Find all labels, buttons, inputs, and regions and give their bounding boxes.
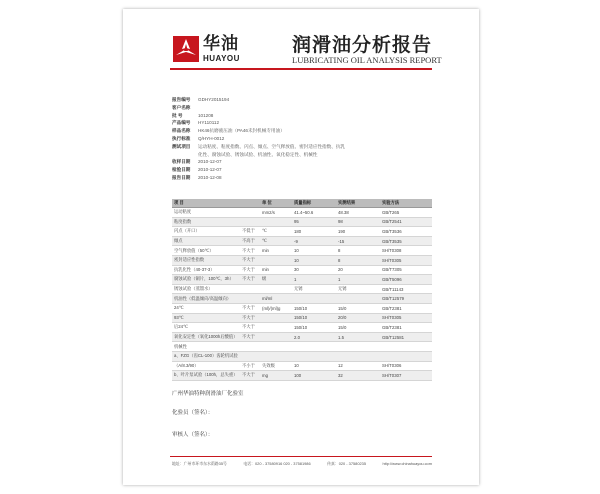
table-cell: [292, 342, 336, 352]
table-cell: 95: [292, 217, 336, 227]
table-row: [172, 294, 432, 304]
table-row: [172, 303, 432, 313]
table-cell: 不小于: [240, 361, 260, 371]
table-cell: 1.5: [336, 332, 380, 342]
table-cell: [240, 284, 260, 294]
table-cell: [260, 217, 292, 227]
table-row: [172, 275, 432, 285]
reviewer-signature-label: 审核人（签名）：: [172, 432, 214, 438]
brand: [203, 36, 240, 63]
table-cell: 32: [336, 371, 380, 381]
table-cell: 10: [292, 246, 336, 256]
table-cell: GB/T2381: [380, 303, 432, 313]
table-cell: ℃: [260, 236, 292, 246]
report-title-en: LUBRICATING OIL ANALYSIS REPORT: [292, 55, 442, 65]
table-cell: [260, 342, 292, 352]
table-cell: 闪点（开口）: [172, 227, 240, 237]
meta-row: [172, 135, 432, 143]
meta-label: 样品名称: [172, 128, 191, 134]
footer-divider: [170, 456, 432, 457]
table-cell: ml/ml: [260, 294, 292, 304]
table-cell: 无锈: [336, 284, 380, 294]
table-cell: SH/T0305: [380, 255, 432, 265]
table-body: [172, 208, 432, 381]
meta-row: [172, 174, 432, 182]
table-cell: GB/T265: [380, 208, 432, 218]
meta-row: [172, 96, 432, 104]
table-row: [172, 351, 432, 361]
table-cell: 失效级: [260, 361, 292, 371]
report-meta: [172, 96, 432, 182]
column-header: 实测结果: [336, 199, 380, 208]
table-cell: [336, 351, 380, 361]
table-cell: 级: [260, 275, 292, 285]
meta-value: HY110112: [198, 120, 220, 126]
table-cell: 10: [292, 361, 336, 371]
table-cell: GB/T11143: [380, 284, 432, 294]
table-cell: 氧化安定性（氧化1000h后酸值）: [172, 332, 240, 342]
meta-label: 测试项目: [172, 143, 191, 149]
footer-tel: 电话：020 - 37580916 020 - 37581986: [243, 461, 311, 466]
brand-name-en: HUAYOU: [203, 54, 240, 63]
table-row: [172, 217, 432, 227]
table-cell: 不大于: [240, 255, 260, 265]
column-header: 质量指标: [292, 199, 336, 208]
table-cell: 运动粘度: [172, 208, 240, 218]
table-cell: [240, 217, 260, 227]
table-cell: -9: [292, 236, 336, 246]
table-cell: 腐蚀试验（铜片，100℃，3h）: [172, 275, 240, 285]
header-divider: [170, 68, 432, 70]
table-cell: [380, 342, 432, 352]
table-cell: 10: [292, 255, 336, 265]
meta-row: [172, 104, 432, 112]
table-cell: 98: [336, 217, 380, 227]
table-cell: 空气释放值（50℃）: [172, 246, 240, 256]
meta-row: [172, 119, 432, 127]
footer-fax: 传真：020 - 37580235: [327, 461, 366, 466]
table-cell: 180: [292, 227, 336, 237]
table-cell: 锈蚀试验（蒸馏水）: [172, 284, 240, 294]
table-cell: 不大于: [240, 303, 260, 313]
table-cell: 不大于: [240, 246, 260, 256]
table-row: [172, 265, 432, 275]
column-header: 单 位: [260, 199, 292, 208]
table-cell: [336, 294, 380, 304]
lab-name: 广州华油特种润滑油厂化验室: [172, 391, 244, 397]
table-cell: 不大于: [240, 371, 260, 381]
table-cell: [240, 342, 260, 352]
meta-label: 检验日期: [172, 167, 191, 173]
meta-value: Q/HYH-0012: [198, 135, 225, 141]
table-cell: 190: [336, 227, 380, 237]
table-cell: 93℃: [172, 313, 240, 323]
brand-name-cn: 华油: [203, 34, 239, 54]
table-cell: 8: [336, 246, 380, 256]
column-header: 项 目: [172, 199, 260, 208]
meta-row: [172, 112, 432, 120]
table-row: [172, 332, 432, 342]
table-cell: 15/0: [336, 303, 380, 313]
table-cell: 不大于: [240, 265, 260, 275]
table-cell: 无锈: [292, 284, 336, 294]
meta-value: HK46抗磨液压油（PA46未封机械专用油）: [198, 128, 285, 134]
report-title-cn: 润滑油分析报告: [292, 34, 433, 56]
table-cell: 机械性: [172, 342, 240, 352]
meta-value: 2010-12-08: [198, 174, 222, 180]
table-cell: [292, 294, 336, 304]
table-cell: SH/T0308: [380, 246, 432, 256]
table-cell: 150/10: [292, 323, 336, 333]
table-cell: SH/T0306: [380, 361, 432, 371]
table-cell: 30: [292, 265, 336, 275]
table-cell: 倾点: [172, 236, 240, 246]
table-cell: a、FZG（齿CL-100）齿轮机试验: [172, 351, 240, 361]
table-row: [172, 246, 432, 256]
table-cell: 机油性（低温倾向/高温倾向）: [172, 294, 240, 304]
meta-label: 客户名称: [172, 104, 191, 110]
meta-value: 101208: [198, 112, 214, 118]
table-cell: 密封适应性指数: [172, 255, 240, 265]
table-cell: [260, 323, 292, 333]
table-cell: (ml)/(ml)g: [260, 303, 292, 313]
table-cell: 150/10: [292, 313, 336, 323]
table-row: [172, 255, 432, 265]
table-cell: [240, 208, 260, 218]
table-cell: 不大于: [240, 275, 260, 285]
meta-label: 收样日期: [172, 159, 191, 165]
meta-value: 运动粘度、粘度指数、闪点、倾点、空气释放值、密封适应性指数、抗乳化性、腐蚀试验、锈蚀试验、机油性、氧化稳定性、机械性: [198, 143, 346, 157]
table-cell: [336, 342, 380, 352]
meta-row: [172, 158, 432, 166]
table-cell: 150/10: [292, 303, 336, 313]
table-row: [172, 284, 432, 294]
table-cell: 24℃: [172, 303, 240, 313]
table-cell: 2.0: [292, 332, 336, 342]
table-cell: 粘度指数: [172, 217, 240, 227]
table-cell: 12: [336, 361, 380, 371]
table-cell: 100: [292, 371, 336, 381]
table-cell: [260, 284, 292, 294]
meta-row: [172, 127, 432, 135]
table-cell: min: [260, 246, 292, 256]
meta-row: [172, 143, 432, 159]
table-cell: ℃: [260, 227, 292, 237]
table-cell: [260, 255, 292, 265]
table-cell: 1: [292, 275, 336, 285]
table-cell: GB/T12579: [380, 294, 432, 304]
table-cell: GB/T3536: [380, 227, 432, 237]
table-cell: -15: [336, 236, 380, 246]
table-cell: [292, 351, 336, 361]
analyst-signature-label: 化验员（签名）：: [172, 410, 214, 416]
table-cell: mm2/s: [260, 208, 292, 218]
table-cell: GB/T12581: [380, 332, 432, 342]
meta-label: 报告编号: [172, 97, 191, 102]
column-header: 实验方法: [380, 199, 432, 208]
table-cell: b、叶片泵试验（100h，总失重）: [172, 371, 240, 381]
table-header-row: [172, 199, 432, 208]
footer: [172, 461, 432, 467]
table-cell: 1: [336, 275, 380, 285]
table-cell: GB/T2381: [380, 323, 432, 333]
table-cell: GB/T2541: [380, 217, 432, 227]
table-row: [172, 227, 432, 237]
table-cell: min: [260, 265, 292, 275]
table-cell: [260, 332, 292, 342]
table-cell: 抗乳化性（40-37-3）: [172, 265, 240, 275]
meta-row: [172, 166, 432, 174]
table-row: [172, 361, 432, 371]
meta-value: 2010-12-07: [198, 167, 222, 173]
table-row: [172, 236, 432, 246]
table-cell: [260, 351, 292, 361]
table-cell: 48.38: [336, 208, 380, 218]
table-cell: 15/0: [336, 323, 380, 333]
meta-label: 报告日期: [172, 174, 191, 180]
table-cell: GB/T5096: [380, 275, 432, 285]
meta-label: 执行标准: [172, 135, 191, 141]
table-cell: 20/0: [336, 313, 380, 323]
table-row: [172, 371, 432, 381]
table-cell: 不大于: [240, 332, 260, 342]
table-row: [172, 313, 432, 323]
table-cell: [240, 351, 260, 361]
meta-label: 批 号: [172, 112, 183, 118]
meta-value: 2010-12-07: [198, 159, 222, 165]
huayou-logo-icon: [173, 36, 199, 62]
table-cell: GB/T3535: [380, 236, 432, 246]
footer-web: http://www.chinahuayou.com: [382, 461, 432, 466]
footer-address: 地址：广州市环市东水荫路35号: [172, 461, 227, 466]
table-row: [172, 208, 432, 218]
meta-value: GDHY2015194: [198, 97, 230, 102]
table-cell: [260, 313, 292, 323]
table-cell: 不大于: [240, 313, 260, 323]
table-row: [172, 323, 432, 333]
table-cell: 不低于: [240, 227, 260, 237]
table-cell: SH/T0307: [380, 371, 432, 381]
table-cell: [240, 294, 260, 304]
table-cell: [380, 351, 432, 361]
table-cell: 41.4~50.6: [292, 208, 336, 218]
table-cell: （A/8.3/90）: [172, 361, 240, 371]
table-cell: 20: [336, 265, 380, 275]
table-cell: mg: [260, 371, 292, 381]
table-cell: 后24℃: [172, 323, 240, 333]
table-cell: 8: [336, 255, 380, 265]
table-row: [172, 342, 432, 352]
results-table: [172, 199, 432, 381]
meta-label: 产品编号: [172, 120, 191, 126]
table-cell: SH/T0305: [380, 313, 432, 323]
table-cell: GB/T7305: [380, 265, 432, 275]
table-cell: 不高于: [240, 236, 260, 246]
table-cell: 不大于: [240, 323, 260, 333]
